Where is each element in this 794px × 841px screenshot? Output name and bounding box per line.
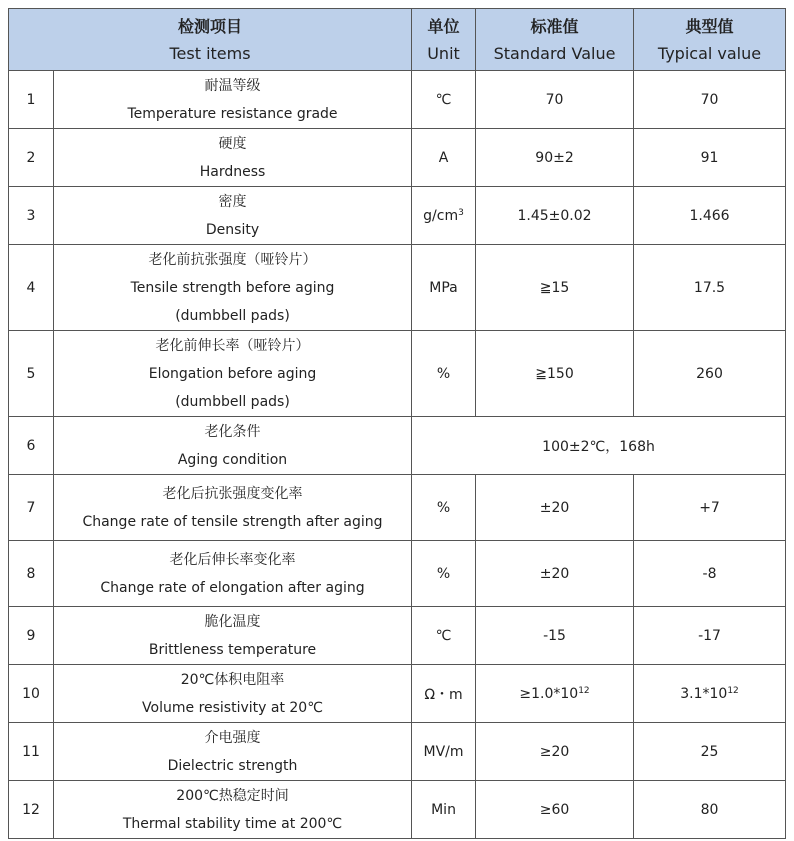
test-item-en: Volume resistivity at 20℃ [142, 699, 323, 716]
merged-value: 100±2℃，168h [412, 417, 786, 475]
test-item [54, 781, 412, 839]
test-item [54, 607, 412, 665]
standard-cell [476, 541, 634, 607]
unit-value: Ω・m [424, 686, 463, 703]
table-row [9, 607, 786, 665]
test-item-en: Hardness [199, 163, 266, 180]
standard-cell [476, 607, 634, 665]
typical-cell [634, 331, 786, 417]
standard-cell [476, 187, 634, 245]
table-row [9, 129, 786, 187]
test-item-zh: 耐温等级 [204, 77, 261, 94]
row-number: 2 [9, 129, 54, 187]
unit-cell [412, 723, 476, 781]
header-unit: 单位 Unit [412, 9, 476, 71]
standard-value: ≥60 [539, 801, 570, 818]
standard-value: ≧150 [535, 365, 574, 382]
test-item-zh: 老化后伸长率变化率 [169, 551, 296, 568]
standard-value: 70 [545, 91, 564, 108]
row-number: 6 [9, 417, 54, 475]
unit-value: A [438, 149, 449, 166]
standard-cell [476, 665, 634, 723]
unit-cell [412, 665, 476, 723]
typical-value: +7 [699, 499, 720, 516]
table-row [9, 475, 786, 541]
standard-value: 1.45±0.02 [517, 207, 592, 224]
unit-value: ℃ [435, 91, 452, 108]
standard-cell [476, 129, 634, 187]
typical-cell [634, 541, 786, 607]
test-item-en: Brittleness temperature [148, 641, 317, 658]
typical-value: -8 [702, 565, 717, 582]
table-row [9, 331, 786, 417]
test-item [54, 417, 412, 475]
test-item [54, 331, 412, 417]
test-item [54, 71, 412, 129]
typical-value: 17.5 [693, 279, 726, 296]
test-item-en: Elongation before aging [148, 365, 317, 382]
test-item [54, 245, 412, 331]
test-item-en: (dumbbell pads) [175, 393, 290, 410]
test-item-en: Change rate of elongation after aging [100, 579, 365, 596]
typical-cell [634, 781, 786, 839]
test-item-zh: 密度 [218, 193, 247, 210]
test-item-en: Aging condition [177, 451, 288, 468]
test-item-zh: 200℃热稳定时间 [176, 787, 289, 804]
test-item-en: Tensile strength before aging [130, 279, 335, 296]
typical-value: 1.466 [689, 207, 730, 224]
standard-cell [476, 475, 634, 541]
row-number: 9 [9, 607, 54, 665]
typical-exponent: 12 [727, 685, 739, 696]
standard-value: ±20 [539, 499, 570, 516]
unit-value: g/cm [423, 207, 459, 224]
test-item-en: Thermal stability time at 200℃ [122, 815, 343, 832]
typical-value: 3.1*10 [680, 685, 728, 702]
row-number: 11 [9, 723, 54, 781]
standard-cell [476, 723, 634, 781]
unit-cell [412, 607, 476, 665]
unit-cell [412, 331, 476, 417]
unit-cell [412, 245, 476, 331]
test-item-zh: 老化前伸长率（哑铃片） [155, 337, 310, 354]
test-item-en: Dielectric strength [167, 757, 298, 774]
unit-exponent: 3 [458, 207, 464, 218]
test-item-zh: 老化后抗张强度变化率 [162, 485, 303, 502]
row-number: 12 [9, 781, 54, 839]
standard-cell [476, 71, 634, 129]
unit-value: MPa [429, 279, 458, 296]
unit-value: Min [431, 801, 456, 818]
test-item-zh: 硬度 [218, 135, 247, 152]
test-item [54, 129, 412, 187]
unit-cell [412, 187, 476, 245]
table-row [9, 665, 786, 723]
typical-value: 25 [700, 743, 719, 760]
unit-value: % [436, 365, 451, 382]
row-number: 7 [9, 475, 54, 541]
test-item-en: Temperature resistance grade [127, 105, 338, 122]
unit-value: ℃ [435, 627, 452, 644]
header-row [9, 9, 786, 71]
test-item [54, 541, 412, 607]
row-number: 1 [9, 71, 54, 129]
header-standard-value: 标准值 Standard Value [476, 9, 634, 71]
test-item-zh: 老化条件 [204, 423, 261, 440]
test-item [54, 475, 412, 541]
standard-cell [476, 781, 634, 839]
row-number: 5 [9, 331, 54, 417]
test-item-en: Density [205, 221, 260, 238]
unit-value: % [436, 565, 451, 582]
unit-cell [412, 71, 476, 129]
typical-cell [634, 129, 786, 187]
test-item-zh: 20℃体积电阻率 [180, 671, 285, 688]
typical-cell [634, 723, 786, 781]
test-item [54, 187, 412, 245]
table-row [9, 187, 786, 245]
test-item-en: Change rate of tensile strength after aging [82, 513, 383, 530]
unit-value: % [436, 499, 451, 516]
typical-cell [634, 607, 786, 665]
row-number: 4 [9, 245, 54, 331]
header-test-items: 检测项目 Test items [9, 9, 412, 71]
table-row [9, 417, 786, 475]
table-row [9, 723, 786, 781]
standard-value: ≥1.0*10 [519, 685, 579, 702]
header-typical-value: 典型值 Typical value [634, 9, 786, 71]
test-item [54, 665, 412, 723]
unit-cell [412, 541, 476, 607]
standard-cell [476, 245, 634, 331]
typical-cell [634, 475, 786, 541]
unit-value: MV/m [423, 743, 464, 760]
table-row [9, 71, 786, 129]
test-item-zh: 老化前抗张强度（哑铃片） [148, 251, 317, 268]
typical-cell [634, 187, 786, 245]
standard-value: ≧15 [539, 279, 570, 296]
typical-value: 260 [696, 365, 723, 382]
standard-value: 90±2 [535, 149, 574, 166]
unit-cell [412, 781, 476, 839]
typical-value: 80 [700, 801, 719, 818]
unit-cell [412, 129, 476, 187]
standard-cell [476, 331, 634, 417]
test-item [54, 723, 412, 781]
row-number: 8 [9, 541, 54, 607]
typical-value: 91 [700, 149, 719, 166]
row-number: 10 [9, 665, 54, 723]
typical-cell [634, 71, 786, 129]
standard-value: ±20 [539, 565, 570, 582]
unit-cell [412, 475, 476, 541]
typical-value: 70 [700, 91, 719, 108]
typical-cell [634, 665, 786, 723]
table-row [9, 541, 786, 607]
standard-value: -15 [543, 627, 566, 644]
test-item-zh: 介电强度 [204, 729, 261, 746]
typical-cell [634, 245, 786, 331]
standard-value: ≥20 [539, 743, 570, 760]
table-row [9, 245, 786, 331]
row-number: 3 [9, 187, 54, 245]
test-item-en: (dumbbell pads) [175, 307, 290, 324]
standard-exponent: 12 [578, 685, 590, 696]
table-row [9, 781, 786, 839]
spec-table [8, 8, 786, 839]
test-item-zh: 脆化温度 [204, 613, 261, 630]
typical-value: -17 [698, 627, 721, 644]
